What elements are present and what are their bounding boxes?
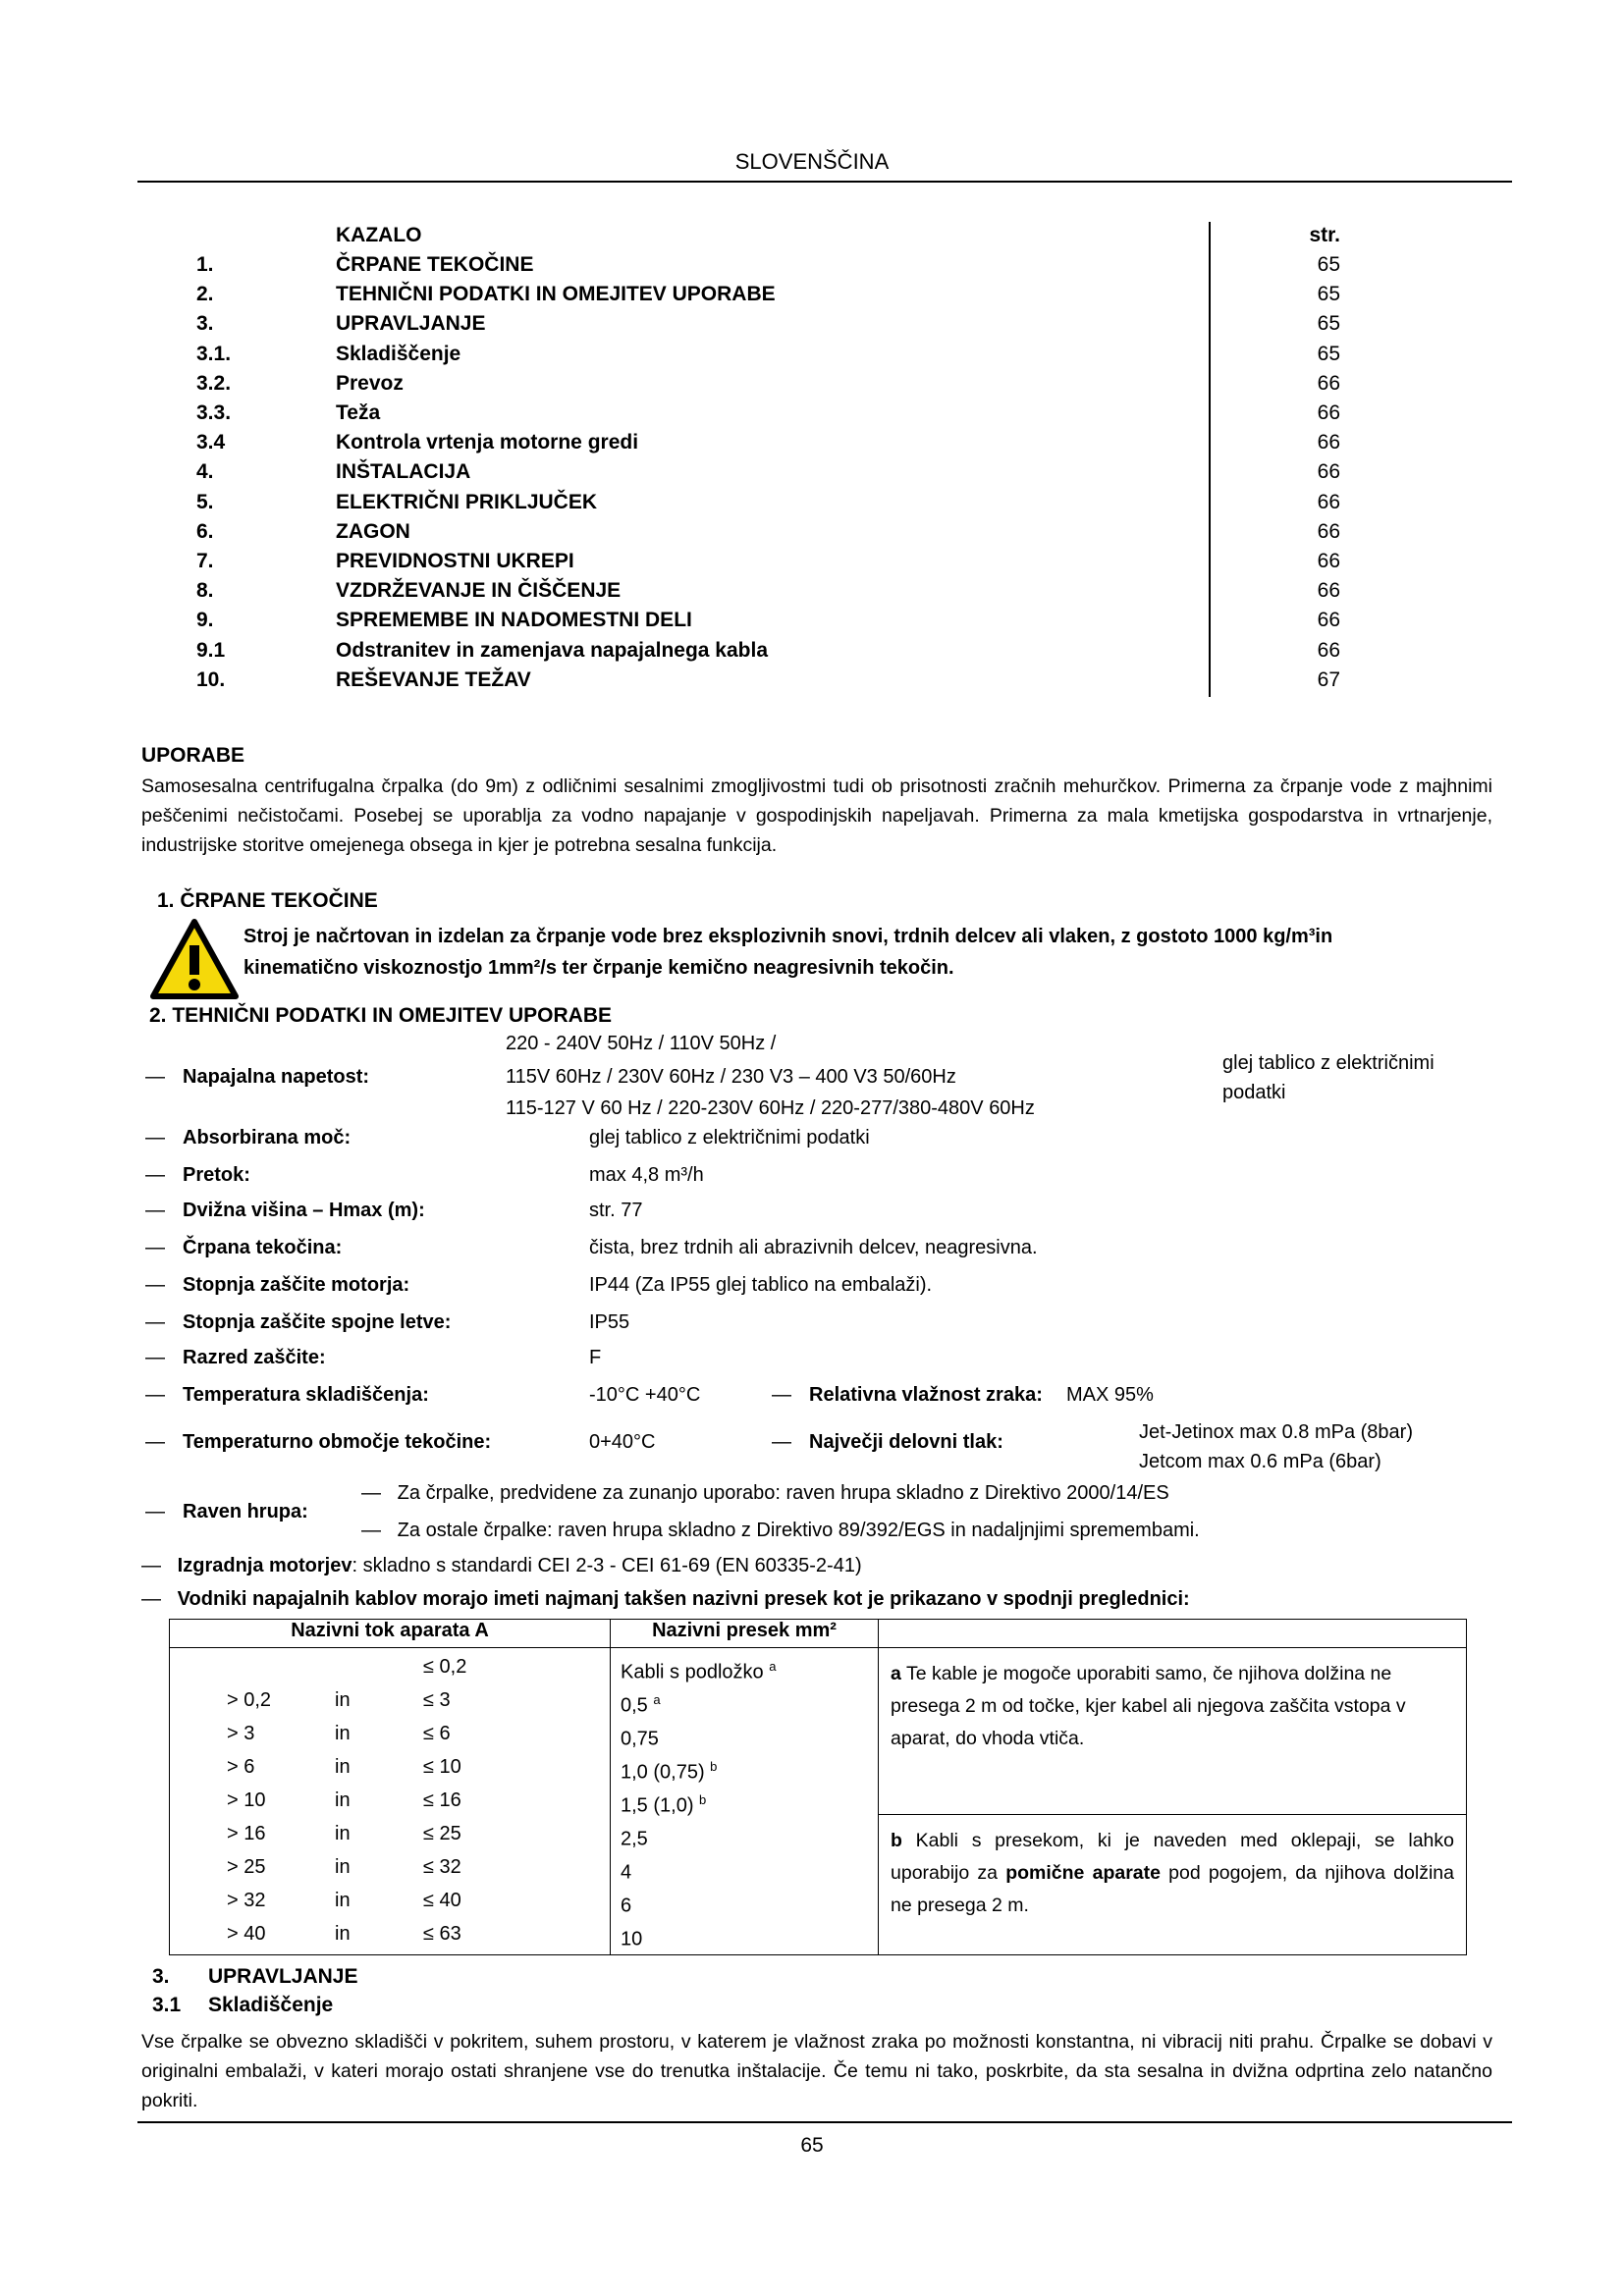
toc-item-page: 66 — [1317, 579, 1340, 603]
table-row-current — [170, 1750, 610, 1784]
pressure-line1: Jet-Jetinox max 0.8 mPa (8bar) — [1139, 1421, 1413, 1443]
humidity-label: Relativna vlažnost zraka: — [809, 1384, 1043, 1406]
toc-item-page: 66 — [1317, 609, 1340, 632]
spec-label: Dvižna višina – Hmax (m): — [183, 1200, 425, 1221]
toc-item-title: Skladiščenje — [336, 342, 461, 365]
section3-heading: UPRAVLJANJE — [208, 1965, 358, 1988]
toc-item — [196, 491, 1340, 520]
pressure-values — [1139, 1417, 1413, 1476]
section-value: 10 — [621, 1928, 643, 1950]
dash-icon: — — [145, 1274, 165, 1296]
toc-item — [196, 639, 1340, 668]
toc-item-page: 65 — [1317, 253, 1340, 276]
motors-value: : skladno s standardi CEI 2-3 - CEI 61-69 (EN 60335-2-41) — [352, 1555, 862, 1576]
note-a-mark: a — [891, 1663, 901, 1684]
spec-label: Pretok: — [183, 1164, 250, 1186]
voltage-note-line1: glej tablico z električnimi — [1222, 1052, 1435, 1074]
pressure-line2: Jetcom max 0.6 mPa (6bar) — [1139, 1451, 1381, 1472]
toc-item — [196, 520, 1340, 550]
toc-item — [196, 401, 1340, 431]
spec-label: Razred zaščite: — [183, 1347, 326, 1368]
dash-icon: — — [361, 1520, 381, 1541]
section-value: 6 — [621, 1895, 632, 1917]
current-column — [170, 1648, 611, 1955]
footer-rule — [137, 2121, 1512, 2123]
current-in: in — [335, 1723, 351, 1744]
noise-line2 — [361, 1520, 1200, 1542]
spec-row-storage-temp — [145, 1384, 1520, 1417]
toc-item-number: 5. — [196, 490, 214, 513]
toc-item-number: 3.4 — [196, 431, 226, 454]
dash-icon: — — [145, 1347, 165, 1368]
note-b-bold: pomične aparate — [1005, 1862, 1161, 1884]
table-row-current — [170, 1650, 610, 1683]
toc-item — [196, 579, 1340, 609]
section-value: 0,5 — [621, 1694, 648, 1717]
pressure-label: Največji delovni tlak: — [809, 1431, 1003, 1453]
section3-num: 3. — [152, 1965, 170, 1988]
current-from: > 3 — [227, 1723, 255, 1744]
toc-item-title: ZAGON — [336, 519, 410, 543]
dash-icon: — — [141, 1588, 161, 1610]
toc-item-number: 4. — [196, 460, 214, 484]
motors-label: Izgradnja motorjev — [177, 1555, 352, 1576]
note-b — [879, 1815, 1466, 1922]
table-row-current — [170, 1917, 610, 1950]
table-row-section — [621, 1817, 878, 1850]
toc-item — [196, 283, 1340, 312]
current-in: in — [335, 1689, 351, 1711]
toc-item-title: VZDRŽEVANJE IN ČIŠČENJE — [336, 579, 622, 603]
toc-item-number: 3.1. — [196, 342, 232, 365]
toc-item-page: 67 — [1317, 667, 1340, 691]
toc-item-title: Kontrola vrtenja motorne gredi — [336, 431, 639, 454]
table-body-row — [170, 1648, 1467, 1955]
toc-item-title: Teža — [336, 401, 381, 424]
current-to: ≤ 3 — [423, 1689, 451, 1711]
spec-label: Stopnja zaščite spojne letve: — [183, 1311, 452, 1333]
table-row-section — [621, 1717, 878, 1750]
current-in: in — [335, 1789, 351, 1811]
toc-item-title: Odstranitev in zamenjava napajalnega kabla — [336, 638, 769, 662]
toc-item — [196, 253, 1340, 283]
dash-icon: — — [145, 1200, 165, 1221]
table-row-section — [621, 1884, 878, 1917]
spec-value: max 4,8 m³/h — [589, 1164, 704, 1186]
current-from: > 40 — [227, 1923, 266, 1945]
dash-icon: — — [145, 1164, 165, 1186]
toc-item-page: 66 — [1317, 401, 1340, 424]
current-to: ≤ 10 — [423, 1756, 461, 1778]
current-to: ≤ 40 — [423, 1890, 461, 1911]
section-footnote-mark: b — [710, 1759, 718, 1774]
noise-label: Raven hrupa: — [183, 1501, 308, 1522]
cables-intro-line — [141, 1588, 1190, 1611]
voltage-line3: 115-127 V 60 Hz / 220-230V 60Hz / 220-277/380-480V 60Hz — [506, 1097, 1035, 1119]
voltage-label: Napajalna napetost: — [183, 1066, 370, 1088]
toc-item-title: SPREMEMBE IN NADOMESTNI DELI — [336, 609, 692, 632]
spec-value: IP44 (Za IP55 glej tablico na embalaži). — [589, 1274, 933, 1296]
section31-heading: Skladiščenje — [208, 1994, 334, 2016]
uporabe-heading: UPORABE — [141, 744, 245, 767]
toc-item-number: 7. — [196, 550, 214, 572]
current-from: > 10 — [227, 1789, 266, 1811]
spec-row — [145, 1200, 1520, 1233]
toc-item-title: Prevoz — [336, 371, 404, 395]
table-row-section — [621, 1784, 878, 1817]
toc-item — [196, 460, 1340, 490]
dash-icon: — — [361, 1482, 381, 1504]
toc-item — [196, 372, 1340, 401]
table-header-row — [170, 1620, 1467, 1648]
toc-item-number: 9.1 — [196, 638, 226, 662]
page-header-language: SLOVENŠČINA — [734, 149, 890, 174]
toc-header — [196, 224, 1340, 253]
note-a-text: Te kable je mogoče uporabiti samo, če njihova dolžina ne presega 2 m od točke, kjer kabel ali njegova zaščita vstopa v aparat, do vhoda vtiča. — [891, 1663, 1406, 1749]
current-to: ≤ 32 — [423, 1856, 461, 1878]
spec-label: Črpana tekočina: — [183, 1237, 343, 1258]
section-value: Kabli s podložko — [621, 1661, 764, 1683]
section-value: 1,5 (1,0) — [621, 1794, 694, 1817]
current-to: ≤ 0,2 — [423, 1656, 467, 1678]
dash-icon: — — [145, 1127, 165, 1148]
current-from: > 6 — [227, 1756, 255, 1778]
spec-value: str. 77 — [589, 1200, 643, 1221]
table-row-section — [621, 1917, 878, 1950]
voltage-line2: 115V 60Hz / 230V 60Hz / 230 V3 – 400 V3 50/60Hz — [506, 1066, 956, 1088]
header-current: Nazivni tok aparata A — [170, 1620, 611, 1648]
table-row-current — [170, 1884, 610, 1917]
note-a — [879, 1648, 1466, 1815]
spec-value: F — [589, 1347, 602, 1368]
current-in: in — [335, 1756, 351, 1778]
header-section: Nazivni presek mm² — [611, 1620, 879, 1648]
motors-line — [141, 1555, 862, 1577]
toc-item-number: 1. — [196, 253, 214, 276]
section-footnote-mark: b — [699, 1792, 707, 1807]
toc-item-page: 66 — [1317, 431, 1340, 454]
table-row-current — [170, 1683, 610, 1717]
note-b-mark: b — [891, 1830, 902, 1851]
toc-title: KAZALO — [336, 224, 422, 246]
toc-item-page: 66 — [1317, 490, 1340, 513]
current-in: in — [335, 1890, 351, 1911]
spec-row — [145, 1127, 1520, 1160]
toc-item-number: 3. — [196, 312, 214, 336]
header-rule — [137, 181, 1512, 183]
note-b-post: pod pogojem, da njihova dolžina ne presega 2 m. — [891, 1862, 1454, 1916]
liquid-temp-value: 0+40°C — [589, 1431, 656, 1453]
section-value: 4 — [621, 1861, 632, 1884]
section-footnote-mark: a — [653, 1692, 661, 1707]
spec-value: IP55 — [589, 1311, 630, 1333]
liquid-temp-label: Temperaturno območje tekočine: — [183, 1431, 492, 1453]
toc-item-title: REŠEVANJE TEŽAV — [336, 667, 531, 691]
dash-icon: — — [772, 1431, 791, 1453]
section-column — [611, 1648, 879, 1955]
spec-label: Absorbirana moč: — [183, 1127, 352, 1148]
toc-item-page: 65 — [1317, 283, 1340, 306]
toc-item-title: TEHNIČNI PODATKI IN OMEJITEV UPORABE — [336, 283, 776, 306]
storage-temp-label: Temperatura skladiščenja: — [183, 1384, 429, 1406]
table-row-section — [621, 1750, 878, 1784]
toc-item-page: 66 — [1317, 460, 1340, 484]
current-to: ≤ 63 — [423, 1923, 461, 1945]
toc-item-page: 66 — [1317, 371, 1340, 395]
warning-text-line2: kinematično viskoznostjo 1mm²/s ter črpanje kemično neagresivnih tekočin. — [244, 957, 954, 979]
current-from: > 16 — [227, 1823, 266, 1844]
toc-item-number: 3.2. — [196, 371, 232, 395]
current-in: in — [335, 1823, 351, 1844]
section31-num: 3.1 — [152, 1994, 182, 2016]
spec-value: čista, brez trdnih ali abrazivnih delcev, neagresivna. — [589, 1237, 1038, 1258]
table-row-current — [170, 1850, 610, 1884]
spec-row — [145, 1237, 1520, 1270]
toc-item-number: 9. — [196, 609, 214, 632]
dash-icon: — — [772, 1384, 791, 1406]
voltage-line1: 220 - 240V 50Hz / 110V 50Hz / — [506, 1033, 777, 1054]
toc-item — [196, 312, 1340, 342]
note-b-pre: Kabli s presekom, ki je naveden med oklepaji, se lahko uporabijo za — [891, 1830, 1454, 1884]
toc-item — [196, 431, 1340, 460]
toc-item-number: 10. — [196, 667, 226, 691]
toc-item-number: 2. — [196, 283, 214, 306]
toc-item-number: 3.3. — [196, 401, 232, 424]
voltage-note-line2: podatki — [1222, 1082, 1286, 1103]
voltage-note — [1222, 1048, 1435, 1107]
table-row-section — [621, 1650, 878, 1683]
section1-heading: 1. ČRPANE TEKOČINE — [157, 889, 378, 912]
section2-heading: 2. TEHNIČNI PODATKI IN OMEJITEV UPORABE — [149, 1004, 612, 1027]
toc-item-page: 66 — [1317, 550, 1340, 572]
toc-item — [196, 668, 1340, 698]
toc-item — [196, 343, 1340, 372]
spec-label: Stopnja zaščite motorja: — [183, 1274, 410, 1296]
toc-item-title: UPRAVLJANJE — [336, 312, 486, 336]
toc-item-title: INŠTALACIJA — [336, 460, 471, 484]
current-from: > 0,2 — [227, 1689, 272, 1711]
dash-icon: — — [145, 1501, 165, 1522]
section-value: 1,0 (0,75) — [621, 1761, 705, 1784]
dash-icon: — — [145, 1066, 165, 1088]
current-in: in — [335, 1923, 351, 1945]
warning-text-line1: Stroj je načrtovan in izdelan za črpanje vode brez eksplozivnih snovi, trdnih delcev ali vlaken, z gostoto 1000 kg/m³in — [244, 926, 1333, 947]
toc-item — [196, 550, 1340, 579]
dash-icon: — — [141, 1555, 161, 1576]
storage-temp-value: -10°C +40°C — [589, 1384, 701, 1406]
table-row-section — [621, 1683, 878, 1717]
table-row-current — [170, 1784, 610, 1817]
toc-item-title: PREVIDNOSTNI UKREPI — [336, 550, 574, 572]
toc-item-title: ELEKTRIČNI PRIKLJUČEK — [336, 490, 598, 513]
notes-column — [879, 1648, 1467, 1955]
header-notes — [879, 1620, 1467, 1648]
current-to: ≤ 25 — [423, 1823, 461, 1844]
humidity-value: MAX 95% — [1066, 1384, 1154, 1406]
noise-line1 — [361, 1482, 1169, 1505]
dash-icon: — — [145, 1237, 165, 1258]
uporabe-text: Samosesalna centrifugalna črpalka (do 9m) z odličnimi sesalnimi zmogljivostmi tudi ob prisotnosti zračnih mehurčkov. Primerna za črpanje vode z majhnimi peščenimi nečistočami. Posebej se uporablja za vodno napajanje v gospodinjskih napeljavah. Primerna za mala kmetijska gospodarstva in vrtnarjenje, industrijske storitve omejenega obsega in kjer je potrebna sesalna funkcija. — [141, 775, 1492, 856]
current-to: ≤ 6 — [423, 1723, 451, 1744]
spec-row — [145, 1164, 1520, 1198]
current-in: in — [335, 1856, 351, 1878]
section-value: 2,5 — [621, 1828, 648, 1850]
toc-item-page: 65 — [1317, 342, 1340, 365]
page-number: 65 — [800, 2134, 824, 2157]
table-row-section — [621, 1850, 878, 1884]
current-from: > 25 — [227, 1856, 266, 1878]
cables-intro: Vodniki napajalnih kablov morajo imeti najmanj takšen nazivni presek kot je prikazano v spodnji preglednici: — [177, 1588, 1190, 1610]
cable-section-table — [169, 1619, 1467, 1955]
section-value: 0,75 — [621, 1728, 659, 1750]
section-footnote-mark: a — [769, 1659, 777, 1674]
noise-line1-text: Za črpalke, predvidene za zunanjo uporabo: raven hrupa skladno z Direktivo 2000/14/ES — [397, 1482, 1169, 1504]
warning-icon — [149, 918, 240, 1005]
dash-icon: — — [145, 1384, 165, 1406]
table-row-current — [170, 1717, 610, 1750]
spec-row — [145, 1311, 1520, 1345]
spec-row — [145, 1274, 1520, 1308]
toc-item-page: 66 — [1317, 519, 1340, 543]
storage-text: Vse črpalke se obvezno skladišči v pokritem, suhem prostoru, v katerem je vlažnost zraka po možnosti konstantna, ni vibracij niti prahu. Črpalke se dobavi v originalni embalaži, v kateri morajo ostati shranjene vse do trenutka inštalacije. Če temu ni tako, poskrbite, da sta sesalna in dvižna odprtina zelo natančno pokriti. — [141, 2031, 1492, 2111]
toc-item-title: ČRPANE TEKOČINE — [336, 253, 534, 276]
spec-row — [145, 1347, 1520, 1380]
dash-icon: — — [145, 1311, 165, 1333]
noise-line2-text: Za ostale črpalke: raven hrupa skladno z Direktivo 89/392/EGS in nadaljnjimi spremembami. — [397, 1520, 1200, 1541]
current-from: > 32 — [227, 1890, 266, 1911]
spec-value: glej tablico z električnimi podatki — [589, 1127, 870, 1148]
toc-page-label: str. — [1309, 224, 1340, 246]
toc-item-page: 66 — [1317, 638, 1340, 662]
current-to: ≤ 16 — [423, 1789, 461, 1811]
toc-item — [196, 609, 1340, 638]
toc-item-number: 6. — [196, 519, 214, 543]
table-row-current — [170, 1817, 610, 1850]
toc-item-page: 65 — [1317, 312, 1340, 336]
toc-item-number: 8. — [196, 579, 214, 603]
dash-icon: — — [145, 1431, 165, 1453]
